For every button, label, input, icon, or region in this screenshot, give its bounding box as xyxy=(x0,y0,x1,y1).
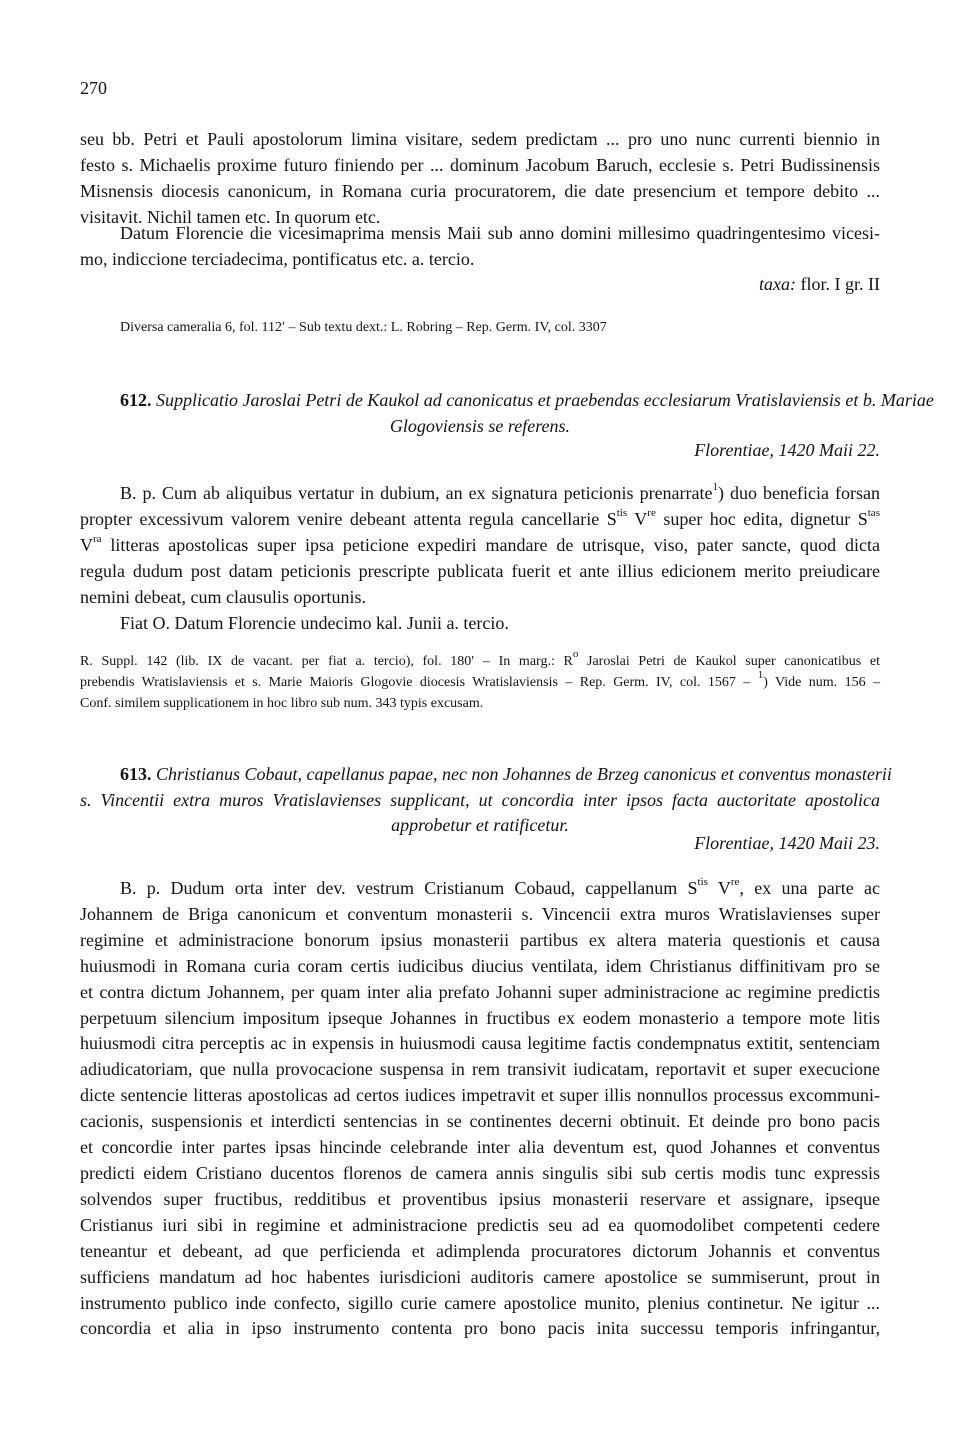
text-line: Fiat O. Datum Florencie undecimo kal. Junii a. tercio. xyxy=(120,613,509,633)
entry-number: 612. xyxy=(120,390,152,410)
text-line: regula dudum post datam peticionis prescripte publicata fuerit et ante illius edicionem merito preiudicare xyxy=(80,560,880,581)
page-number: 270 xyxy=(80,78,107,98)
datum-paragraph xyxy=(80,221,880,273)
text-line: seu bb. Petri et Pauli apostolorum limina visitare, sedem predictam ... pro uno nunc currenti biennio in xyxy=(80,129,880,149)
text-line: dicte sentencie litteras apostolicas ad certos iudices impetravit et super illis nonnullos processus excommuni- xyxy=(80,1085,880,1106)
entry-612-heading xyxy=(80,388,934,439)
text-line: $V^{ra}$ litteras apostolicas super ipsa peticione expediri mandare de utrisque, viso, pater sancte, quod dicta xyxy=(80,532,880,555)
text-line: propter excessivum valorem venire debeant attenta regula cancellarie $S^{tis}$ Vre super hoc edita, dignetur $S^{tas}$ xyxy=(80,506,880,529)
entry-613-heading xyxy=(80,762,892,839)
text-line: perpetuum silencium impositum ipseque Johannes in fructibus ex eodem monasterio a tempore mote litis xyxy=(80,1007,880,1028)
text-line: solvendos super fructibus, redditibus et proventibus ipsius monasterii reservare et assignare, ipseque xyxy=(80,1188,880,1209)
text-line: cacionis, suspensionis et interdicti sentencias in se continentes decerni obtinuit. Et deinde pro bono pacis xyxy=(80,1111,880,1132)
text-line: sufficiens mandatum ad hoc habentes iurisdicioni auditoris camere apostolice se summiserunt, prout in xyxy=(80,1266,880,1287)
text-line: concordia et alia in ipso instrumento contenta pro bono pacis inita successu temporis infringantur, xyxy=(80,1318,880,1339)
place-date: Florentiae, 1420 Maii 22. xyxy=(694,440,880,460)
text-line: adiudicatoriam, que nulla provocacione suspensa in rem transivit iudicatam, reportavit et super execucione xyxy=(80,1059,880,1080)
text-line: B. p. Cum ab aliquibus vertatur in dubium, an ex signatura peticionis prenarrate$^1$) duo beneficia forsan xyxy=(120,481,881,503)
text-line: regimine et administracione bonorum ipsius monasterii partibus ex altera materia questionis et causa xyxy=(80,929,880,950)
heading-text: Supplicatio Jaroslai Petri de Kaukol ad canonicatus et praebendas ecclesiarum Vratislaviensis et b. Mariae xyxy=(156,390,934,410)
taxa-value: flor. I gr. II xyxy=(800,274,880,294)
entry-number: 613. xyxy=(120,764,152,784)
text-line: et contra dictum Johannem, per quam inter alia prefato Johanni super administracione ac regimine predictis xyxy=(80,981,880,1002)
fiat-line xyxy=(80,611,880,637)
continuation-paragraph xyxy=(80,127,880,231)
note-line: Conf. similem supplicationem in hoc libro sub num. 343 typis excusam. xyxy=(80,696,484,711)
text-line: huiusmodi in Romana curia coram certis iudicibus diucius ventilata, idem Christianus diffinitivam pro se xyxy=(80,955,880,976)
text-line: predicti eidem Cristiano ducentos florenos de camera annis singulis sibi sub certis modis tunc expressis xyxy=(80,1162,880,1183)
text-line: huiusmodi citra perceptis ac in expensis in huiusmodi causa legitime factis condempnatus extitit, sentenciam xyxy=(80,1033,880,1054)
text-line: Datum Florencie die vicesimaprima mensis Maii sub anno domini millesimo quadringentesimo vicesi- xyxy=(120,223,880,243)
note-line: prebendis Wratislaviensis et s. Marie Maioris Glogovie diocesis Wratislaviensis – Rep. Germ. IV, col. 1567 – $^1$) Vide num. 156 – xyxy=(80,669,880,690)
text-line: Cristianus iuri sibi in regimine et administracione predictis seu ad ea quomodolibet competenti cedere xyxy=(80,1214,880,1235)
footnote-marker: 1 xyxy=(712,481,719,493)
footnote-marker: 1 xyxy=(757,669,764,682)
taxa-label: taxa: xyxy=(759,274,797,294)
text-line: B. p. Dudum orta inter dev. vestrum Cristianum Cobaud, cappellanum $S^{tis}$ Vre, ex una parte ac xyxy=(120,876,880,898)
note-line: R. Suppl. 142 (lib. IX de vacant. per fiat a. tercio), fol. 180′ – In marg.: $R^o$ Jaroslai Petri de Kaukol super canonicatibus et xyxy=(80,648,881,669)
heading-line: Glogoviensis se referens. xyxy=(389,415,571,436)
text-line: visitavit. Nichil tamen etc. In quorum etc. xyxy=(80,206,381,227)
text-line: teneantur et debeant, ad que perficienda et adimplenda procuratores dictorum Johannis et conventus xyxy=(80,1240,880,1261)
text-line: Misnensis diocesis canonicum, in Romana curia procuratorem, die date presencium et tempore debito ... xyxy=(80,180,880,201)
entry-612-body xyxy=(80,481,880,611)
text-line: et concordie inter partes ipsas hincinde celebrande inter alia deventum est, quod Johannes et conventus xyxy=(80,1137,880,1158)
text-line: instrumento publico inde confecto, sigillo curie camere apostolice munito, plenius continetur. Ne igitur ... xyxy=(80,1292,880,1313)
heading-line: s. Vincentii extra muros Vratislavienses supplicant, ut concordia inter ipsos facta auctoritate apostolica xyxy=(80,789,880,810)
entry-612-notes xyxy=(80,648,881,714)
heading-line: approbetur et ratificetur. xyxy=(391,815,569,835)
heading-line xyxy=(80,388,934,414)
source-note: Diversa cameralia 6, fol. 112′ – Sub textu dext.: L. Robring – Rep. Germ. IV, col. 3307 xyxy=(120,320,607,335)
heading-line xyxy=(80,762,892,788)
heading-text: Christianus Cobaut, capellanus papae, nec non Johannes de Brzeg canonicus et conventus monasterii xyxy=(156,764,892,784)
text-line: Johannem de Briga canonicum et conventum monasterii s. Vincencii extra muros Wratislavienses super xyxy=(80,903,880,924)
text-line: festo s. Michaelis proxime futuro finiendo per ... dominum Jacobum Baruch, ecclesie s. Petri Budissinensis xyxy=(80,154,880,175)
text-line: mo, indiccione terciadecima, pontificatus etc. a. tercio. xyxy=(80,248,475,269)
place-date: Florentiae, 1420 Maii 23. xyxy=(694,833,880,853)
text-line: nemini debeat, cum clausulis oportunis. xyxy=(80,586,366,607)
entry-613-body xyxy=(80,876,880,1342)
taxa-line xyxy=(759,272,880,296)
